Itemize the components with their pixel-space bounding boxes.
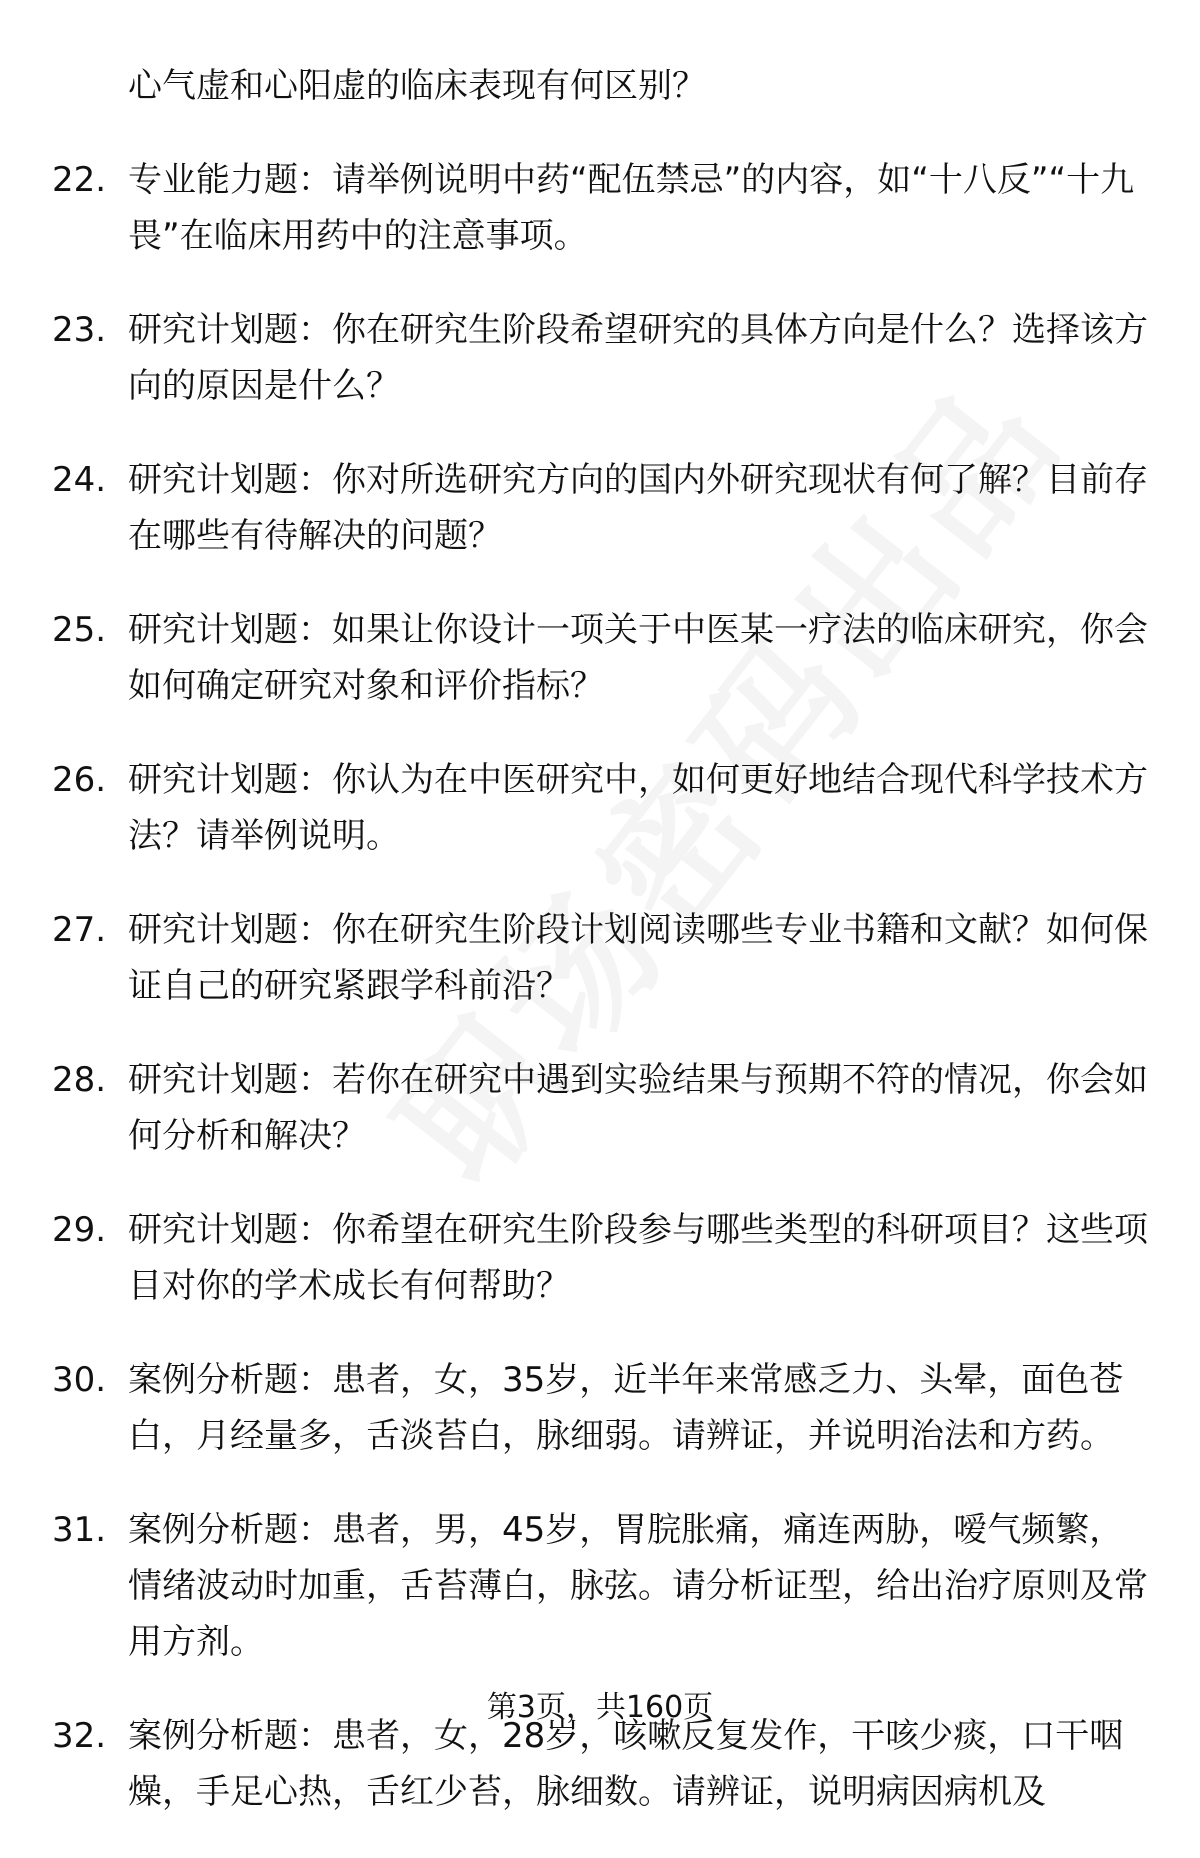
question-item-23 — [52, 302, 1152, 414]
question-item-25 — [52, 602, 1152, 714]
page-footer: 第3页，共160页 — [486, 1690, 714, 1725]
question-text: 研究计划题：你希望在研究生阶段参与哪些类型的科研项目？这些项目对你的学术成长有何帮助？ — [128, 1210, 1148, 1306]
question-text: 研究计划题：你认为在中医研究中，如何更好地结合现代科学技术方法？请举例说明。 — [128, 760, 1148, 856]
question-text: 研究计划题：你在研究生阶段希望研究的具体方向是什么？选择该方向的原因是什么？ — [128, 310, 1148, 406]
question-list — [52, 58, 1152, 1858]
question-text: 专业能力题：请举例说明中药“配伍禁忌”的内容，如“十八反”“十九畏”在临床用药中的注意事项。 — [128, 160, 1135, 256]
question-item-30 — [52, 1352, 1152, 1464]
question-item-24 — [52, 452, 1152, 564]
question-number: 22. — [52, 160, 107, 200]
question-number: 29. — [52, 1210, 107, 1250]
question-text: 案例分析题：患者，女，28岁，咳嗽反复发作，干咳少痰，口干咽燥，手足心热，舌红少苔，脉细数。请辨证，说明病因病机及 — [128, 1716, 1124, 1812]
question-number: 26. — [52, 760, 107, 800]
question-item-22 — [52, 152, 1152, 264]
question-item-29 — [52, 1202, 1152, 1314]
question-number: 31. — [52, 1510, 107, 1550]
question-number: 28. — [52, 1060, 107, 1100]
question-number: 27. — [52, 910, 107, 950]
question-text: 案例分析题：患者，男，45岁，胃脘胀痛，痛连两胁，嗳气频繁，情绪波动时加重，舌苔薄白，脉弦。请分析证型，给出治疗原则及常用方剂。 — [128, 1510, 1148, 1662]
question-text: 研究计划题：如果让你设计一项关于中医某一疗法的临床研究，你会如何确定研究对象和评价指标？ — [128, 610, 1148, 706]
continued-question-text: 心气虚和心阳虚的临床表现有何区别？ — [128, 66, 706, 106]
question-number: 32. — [52, 1716, 107, 1756]
question-item-26 — [52, 752, 1152, 864]
question-text: 案例分析题：患者，女，35岁，近半年来常感乏力、头晕，面色苍白，月经量多，舌淡苔白，脉细弱。请辨证，并说明治法和方药。 — [128, 1360, 1124, 1456]
question-item-31 — [52, 1502, 1152, 1670]
question-number: 25. — [52, 610, 107, 650]
question-number: 24. — [52, 460, 107, 500]
question-text: 研究计划题：你对所选研究方向的国内外研究现状有何了解？目前存在哪些有待解决的问题？ — [128, 460, 1148, 556]
question-item-28 — [52, 1052, 1152, 1164]
question-number: 30. — [52, 1360, 107, 1400]
question-number: 23. — [52, 310, 107, 350]
question-item-27 — [52, 902, 1152, 1014]
question-text: 研究计划题：若你在研究中遇到实验结果与预期不符的情况，你会如何分析和解决？ — [128, 1060, 1148, 1156]
question-text: 研究计划题：你在研究生阶段计划阅读哪些专业书籍和文献？如何保证自己的研究紧跟学科前沿？ — [128, 910, 1148, 1006]
